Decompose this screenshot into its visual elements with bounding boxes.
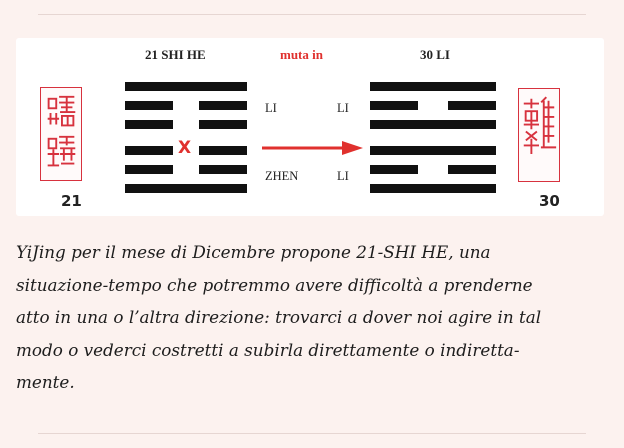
left-line-2a: [125, 165, 173, 174]
left-line-6: [125, 82, 247, 91]
paragraph-line: YiJing per il mese di Dicembre propone 21-SHI HE, una: [16, 242, 491, 262]
right-line-5b: [448, 101, 496, 110]
right-hexagram-number: 30: [539, 192, 560, 210]
seal-left: [40, 87, 82, 181]
trigram-right-upper: LI: [337, 101, 349, 115]
paragraph-line: situazione-tempo che potremmo avere difficoltà a prenderne: [16, 274, 533, 295]
trigram-left-lower: ZHEN: [265, 169, 299, 183]
left-line-3b: [199, 146, 247, 155]
paragraph-line: atto in una o l’altra direzione: trovarci a dover noi agire in tal: [16, 307, 542, 327]
left-hexagram-title: 21 SHI HE: [145, 47, 206, 62]
right-line-2a: [370, 165, 418, 174]
left-line-2b: [199, 165, 247, 174]
left-line-4a: [125, 120, 173, 129]
paragraph-line: modo o vederci costretti a subirla direttamente o indiretta-: [16, 339, 520, 360]
trigram-right-lower: LI: [337, 169, 349, 183]
left-hexagram-number: 21: [61, 192, 82, 210]
seal-li-icon: [519, 89, 559, 181]
bottom-divider: [38, 433, 586, 434]
right-line-6: [370, 82, 496, 91]
right-line-4: [370, 120, 496, 129]
change-label: muta in: [280, 47, 323, 62]
description-paragraph: [16, 236, 612, 399]
paragraph-line: mente.: [16, 372, 75, 392]
hexagram-figure: [16, 38, 604, 216]
right-line-1: [370, 184, 496, 193]
trigram-left-upper: LI: [265, 101, 277, 115]
seal-shi-he-icon: [41, 88, 81, 180]
left-line-1: [125, 184, 247, 193]
left-line-5a: [125, 101, 173, 110]
left-line-3a: [125, 146, 173, 155]
right-line-5a: [370, 101, 418, 110]
left-line-4b: [199, 120, 247, 129]
change-arrow-icon: [262, 140, 364, 156]
right-line-3: [370, 146, 496, 155]
right-hexagram-title: 30 LI: [420, 47, 450, 62]
left-line-5b: [199, 101, 247, 110]
seal-right: [518, 88, 560, 182]
top-divider: [38, 14, 586, 15]
moving-line-mark: X: [178, 138, 192, 158]
right-line-2b: [448, 165, 496, 174]
